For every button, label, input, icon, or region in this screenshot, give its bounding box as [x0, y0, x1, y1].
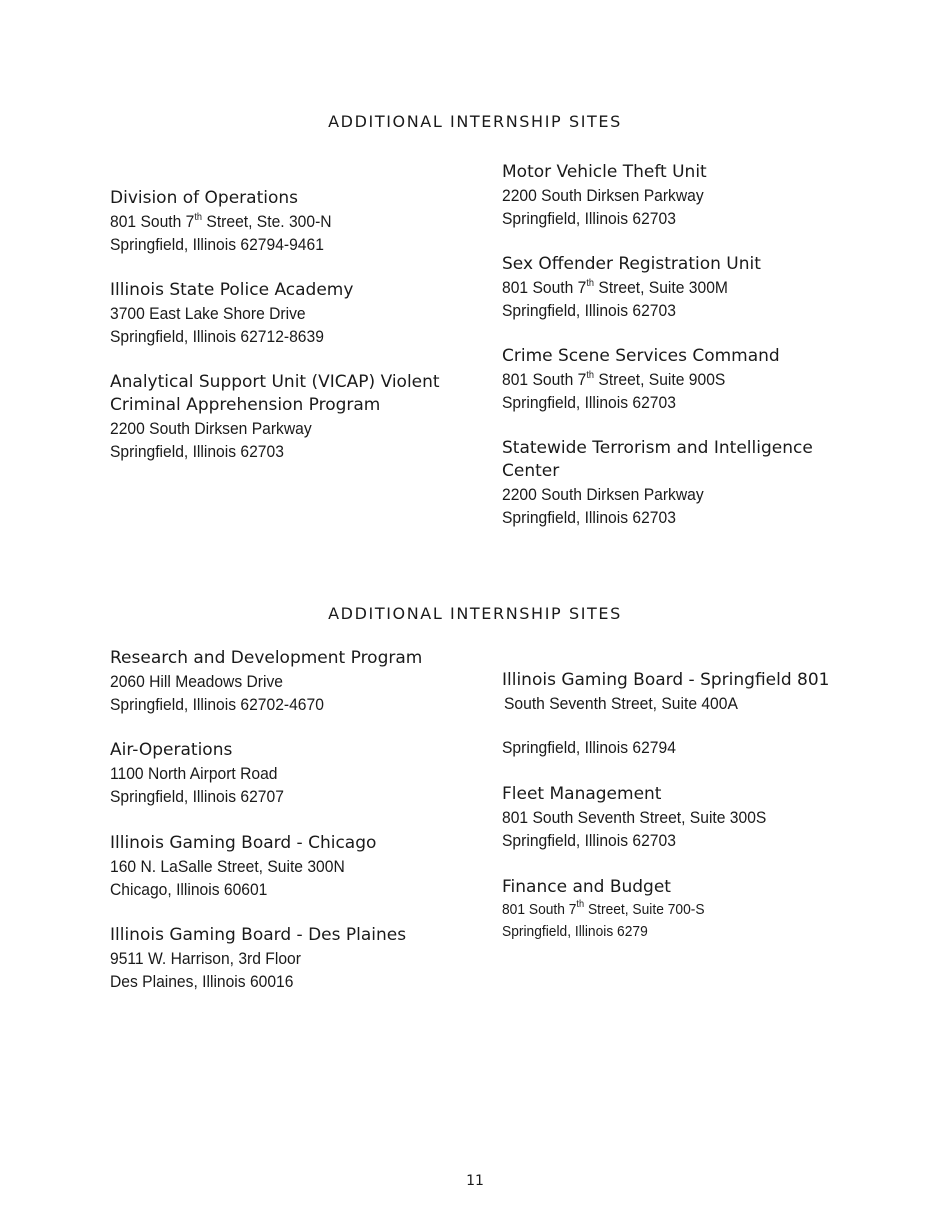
site-city: Springfield, Illinois 62703: [502, 508, 676, 527]
site-gaming-board-springfield: [502, 669, 829, 759]
site-name-line1: Statewide Terrorism and Intelligence: [502, 438, 813, 458]
site-city: Springfield, Illinois 62712-8639: [110, 327, 324, 346]
site-city: Springfield, Illinois 62703: [502, 393, 676, 412]
site-gaming-board-des-plaines: [110, 924, 406, 993]
site-analytical-support-unit: [110, 371, 440, 463]
site-city: Springfield, Illinois 62703: [502, 831, 676, 850]
site-name: Illinois Gaming Board - Springfield 801: [502, 670, 830, 690]
site-street: South Seventh Street, Suite 400A: [504, 694, 738, 713]
site-name-line1: Analytical Support Unit (VICAP) Violent: [110, 372, 440, 392]
site-street: 1100 North Airport Road: [110, 764, 278, 783]
site-city: Springfield, Illinois 6279: [502, 923, 648, 940]
section-heading-bottom: ADDITIONAL INTERNSHIP SITES: [328, 604, 622, 623]
site-name: Illinois State Police Academy: [110, 280, 354, 300]
site-state-police-academy: [110, 279, 353, 348]
site-street: 160 N. LaSalle Street, Suite 300N: [110, 857, 345, 876]
site-name: Illinois Gaming Board - Chicago: [110, 833, 377, 853]
site-gaming-board-chicago: [110, 832, 376, 901]
site-city: Springfield, Illinois 62794: [502, 738, 676, 757]
site-street: 2200 South Dirksen Parkway: [110, 419, 312, 438]
site-street: 801 South 7th Street, Suite 300M: [502, 278, 728, 297]
site-name-line2: Criminal Apprehension Program: [110, 395, 381, 415]
site-city: Springfield, Illinois 62703: [502, 209, 676, 228]
site-street: 2060 Hill Meadows Drive: [110, 672, 283, 691]
site-street: 801 South Seventh Street, Suite 300S: [502, 808, 767, 827]
site-city: Springfield, Illinois 62703: [110, 442, 284, 461]
site-fleet-management: [502, 783, 789, 852]
site-sex-offender-registration: [502, 253, 761, 322]
site-name: Air-Operations: [110, 740, 233, 760]
site-motor-vehicle-theft-unit: [502, 161, 721, 230]
site-name: Crime Scene Services Command: [502, 346, 780, 366]
site-street: 801 South 7th Street, Suite 700-S: [502, 899, 705, 918]
site-city: Springfield, Illinois 62794-9461: [110, 235, 324, 254]
site-air-operations: [110, 739, 299, 808]
site-city: Springfield, Illinois 62703: [502, 301, 676, 320]
site-city: Chicago, Illinois 60601: [110, 880, 268, 899]
site-name: Illinois Gaming Board - Des Plaines: [110, 925, 407, 945]
section-heading-top: ADDITIONAL INTERNSHIP SITES: [328, 112, 622, 131]
site-name: Fleet Management: [502, 784, 662, 804]
page-number: 11: [466, 1173, 484, 1189]
site-street: 2200 South Dirksen Parkway: [502, 485, 704, 504]
site-name: Research and Development Program: [110, 648, 423, 668]
site-division-of-operations: [110, 187, 351, 256]
site-street: 2200 South Dirksen Parkway: [502, 186, 704, 205]
site-name: Division of Operations: [110, 188, 299, 208]
site-statewide-terrorism-center: [502, 437, 813, 529]
site-name: Finance and Budget: [502, 877, 671, 897]
site-street: 3700 East Lake Shore Drive: [110, 304, 306, 323]
site-street: 9511 W. Harrison, 3rd Floor: [110, 949, 301, 968]
site-city: Springfield, Illinois 62702-4670: [110, 695, 324, 714]
site-name-line2: Center: [502, 461, 560, 481]
site-street: 801 South 7th Street, Suite 900S: [502, 370, 726, 389]
site-name: Motor Vehicle Theft Unit: [502, 162, 707, 182]
site-crime-scene-services: [502, 345, 780, 414]
site-name: Sex Offender Registration Unit: [502, 254, 761, 274]
site-finance-and-budget: [502, 876, 722, 943]
site-research-development: [110, 647, 422, 716]
site-city: Springfield, Illinois 62707: [110, 787, 284, 806]
site-city: Des Plaines, Illinois 60016: [110, 972, 294, 991]
site-street: 801 South 7th Street, Ste. 300-N: [110, 212, 332, 231]
